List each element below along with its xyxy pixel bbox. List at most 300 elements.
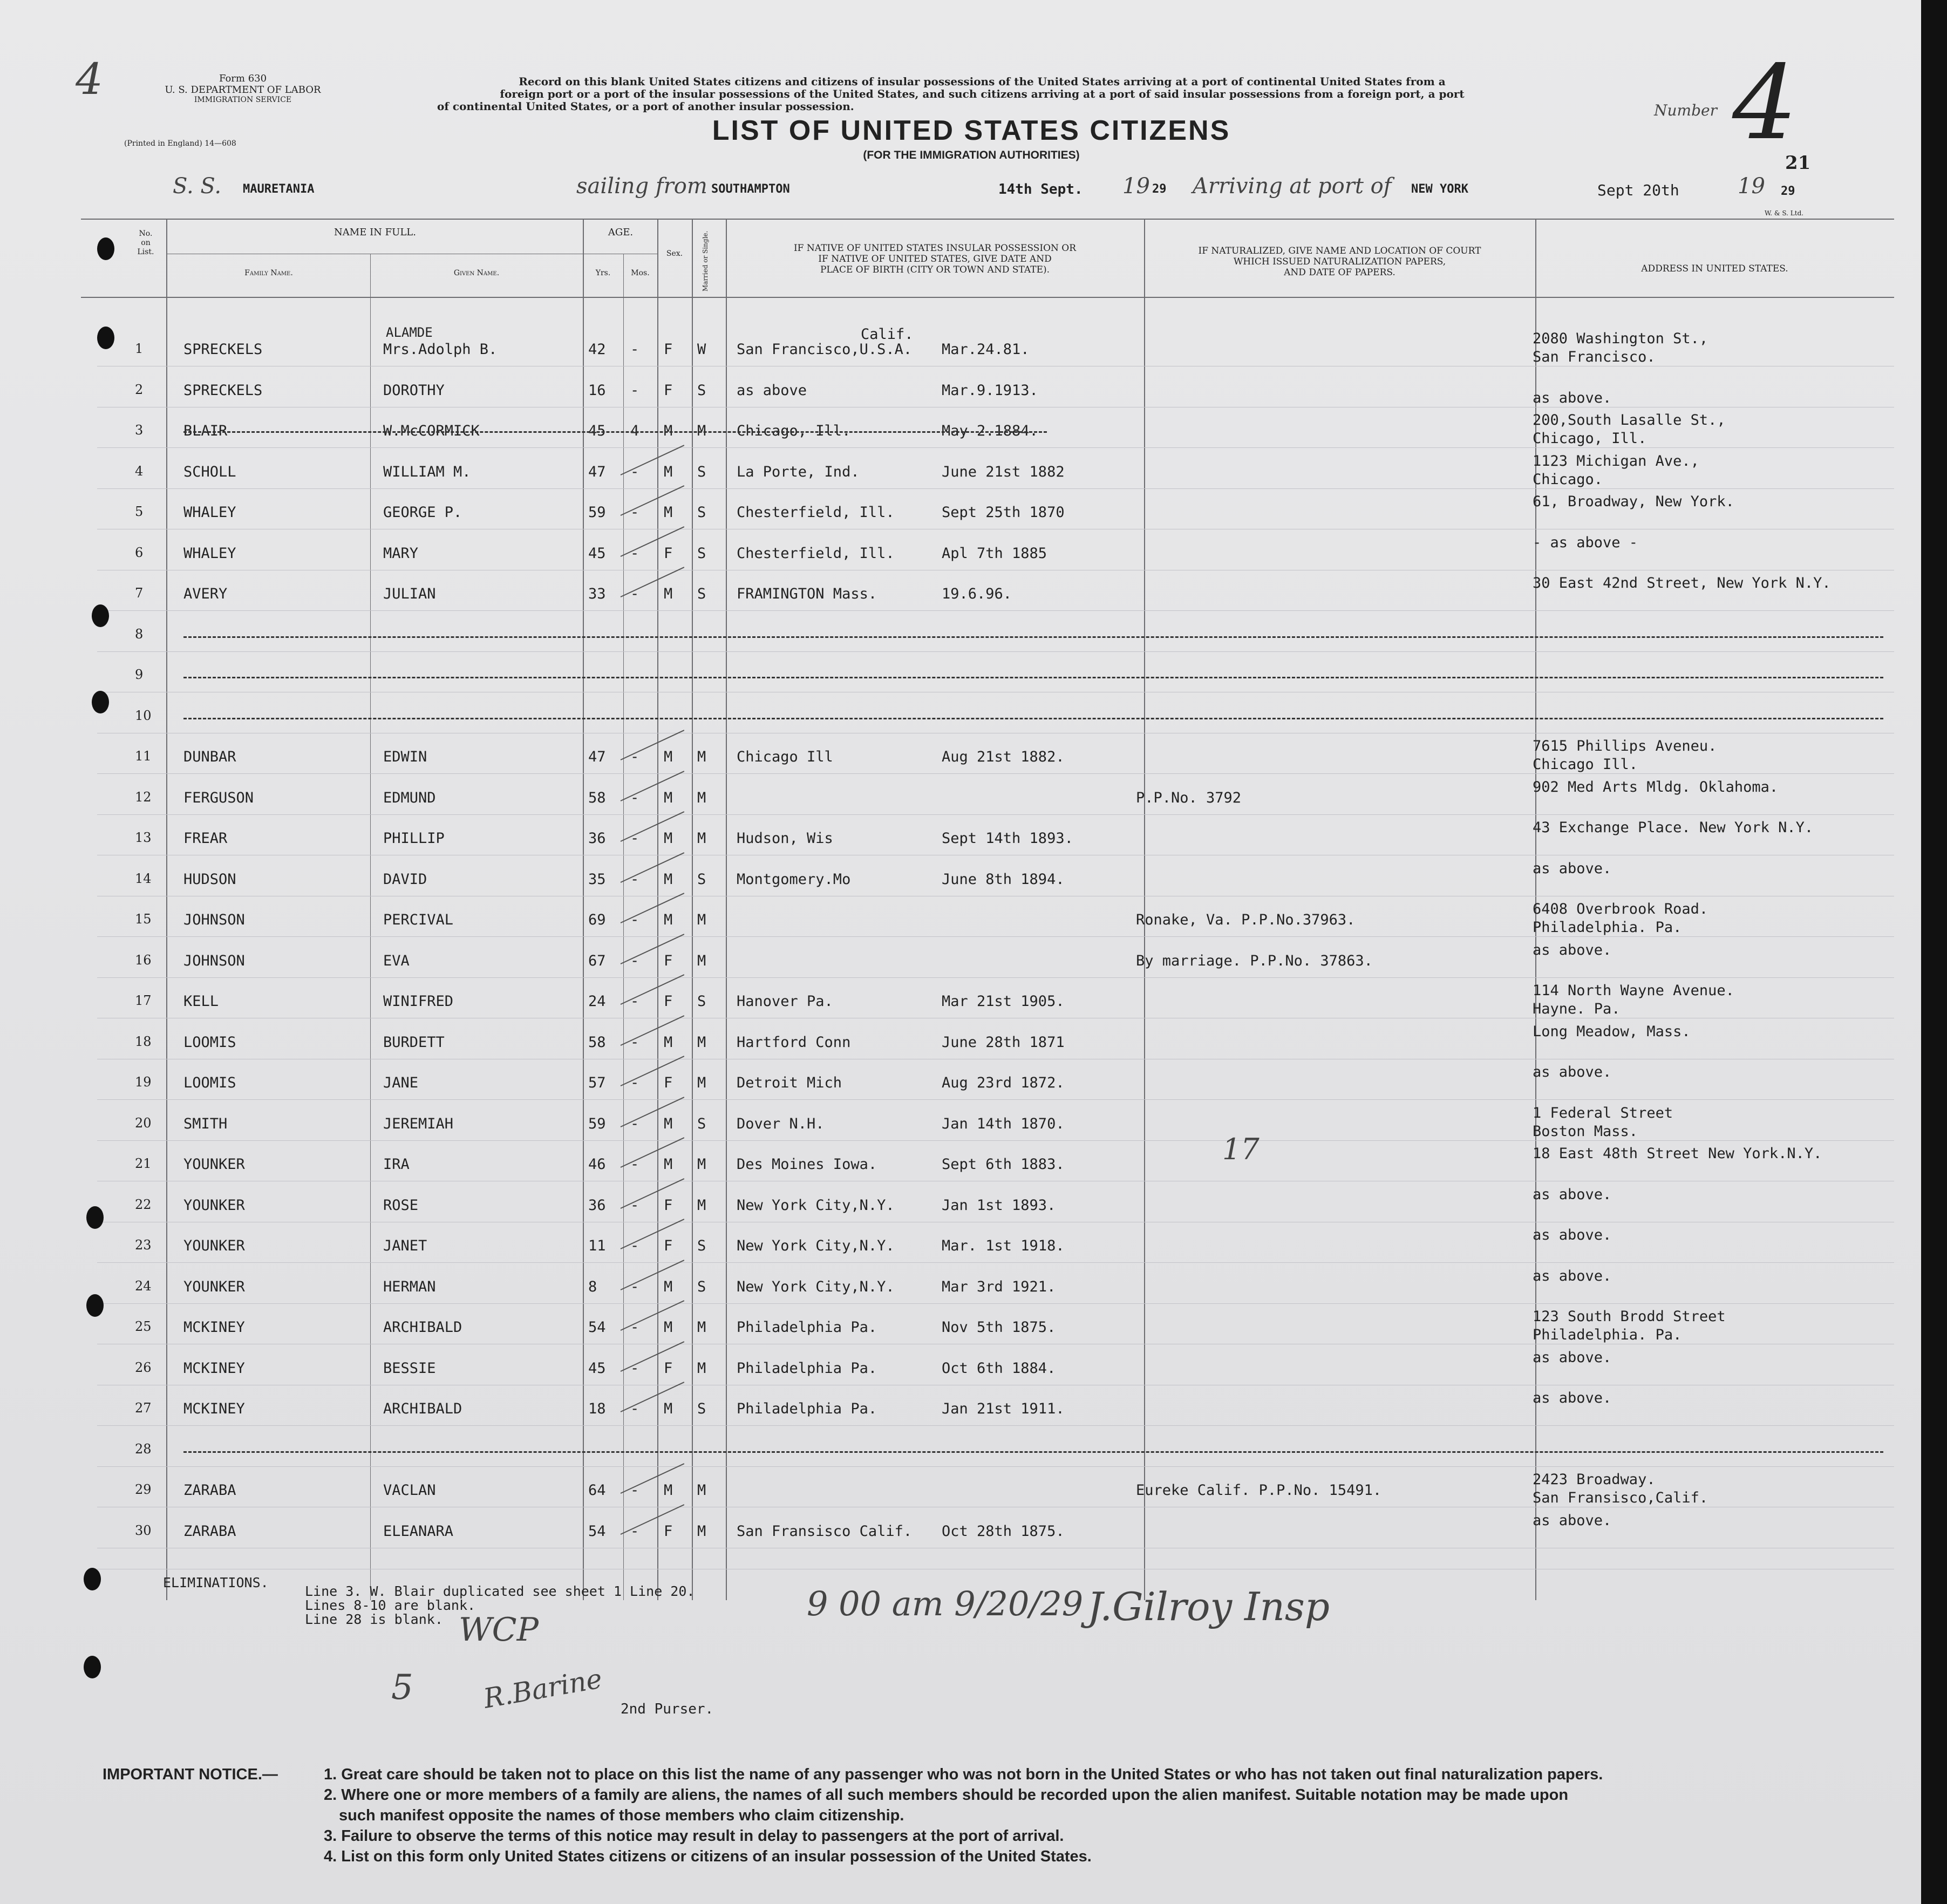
row-number: 5: [135, 504, 144, 519]
table-row: [0, 1064, 1921, 1107]
birth-place: New York City,N.Y.: [737, 1196, 895, 1214]
given-name: JEREMIAH: [383, 1115, 454, 1132]
birth-place: Hudson, Wis: [737, 830, 833, 847]
family-name: YOUNKER: [183, 1237, 245, 1254]
elimination-line: Lines 8-10 are blank.: [305, 1597, 476, 1613]
age-years: 45: [588, 545, 606, 562]
header-native-line: IF NATIVE OF UNITED STATES INSULAR POSSESSION OR: [793, 243, 1077, 254]
address-line-2: Chicago Ill.: [1533, 756, 1638, 773]
birth-place: La Porte, Ind.: [737, 463, 860, 480]
punch-hole: [97, 327, 114, 349]
age-years: 59: [588, 504, 606, 521]
row-number: 1: [135, 341, 144, 356]
age-years: 67: [588, 952, 606, 969]
address-line-2: Boston Mass.: [1533, 1123, 1638, 1140]
age-months: -: [630, 586, 639, 602]
header-family-name: Family Name.: [244, 269, 293, 277]
instruction-line: Record on this blank United States citizens and citizens of insular possessions of the United States arriving at a port of continental United States from a: [519, 75, 1446, 88]
address-line-1: as above.: [1533, 860, 1612, 877]
address-line-1: - as above -: [1533, 534, 1638, 551]
birth-place: Philadelphia Pa.: [737, 1359, 877, 1377]
birth-place: Detroit Mich: [737, 1075, 842, 1091]
age-months: -: [630, 830, 639, 847]
header-address: ADDRESS IN UNITED STATES.: [1641, 263, 1788, 274]
birth-date: Mar 21st 1905.: [942, 993, 1065, 1010]
birth-date: Mar.24.81.: [942, 341, 1030, 358]
birth-date: Nov 5th 1875.: [942, 1319, 1056, 1336]
header-native-line: PLACE OF BIRTH (CITY OR TOWN AND STATE).: [820, 264, 1050, 275]
age-years: 33: [588, 586, 606, 602]
year-to: 29: [1781, 185, 1795, 198]
address-line-2: San Francisco.: [1533, 349, 1656, 365]
birth-date: Aug 21st 1882.: [942, 749, 1065, 765]
sex: M: [664, 1482, 673, 1499]
address-line-2: Philadelphia. Pa.: [1533, 919, 1682, 936]
age-months: -: [630, 952, 639, 969]
table-row: [0, 575, 1921, 618]
family-name: YOUNKER: [183, 1196, 245, 1214]
mark-5: 5: [391, 1668, 413, 1708]
instruction-line: foreign port or a port of the insular possessions of the United States, and such citizens arriving at a port of said insular possessions from a foreign port, a port: [500, 87, 1465, 100]
address-line-2: Hayne. Pa.: [1533, 1001, 1621, 1017]
sex: F: [664, 1359, 673, 1377]
age-months: -: [630, 1033, 639, 1051]
family-name: YOUNKER: [183, 1156, 245, 1173]
birth-place: New York City,N.Y.: [737, 1278, 895, 1295]
given-name: GEORGE P.: [383, 504, 462, 521]
family-name: JOHNSON: [183, 952, 245, 969]
birth-place: Dover N.H.: [737, 1115, 825, 1132]
header-no-line: No.: [139, 229, 153, 238]
birth-place: Chesterfield, Ill.: [737, 545, 895, 562]
address-line-1: as above.: [1533, 1512, 1612, 1529]
elimination-line: Line 3. W. Blair duplicated see sheet 1 Line 20.: [305, 1583, 695, 1599]
address-line-1: 200,South Lasalle St.,: [1533, 412, 1726, 429]
page-subtitle: (FOR THE IMMIGRATION AUTHORITIES): [863, 149, 1080, 161]
notice-item: 3. Failure to observe the terms of this notice may result in delay to passengers at the port of arrival.: [324, 1827, 1064, 1845]
marital-status: M: [697, 1156, 706, 1173]
family-name: MCKINEY: [183, 1400, 245, 1417]
strike-line: [183, 431, 1047, 433]
address-line-1: 43 Exchange Place. New York N.Y.: [1533, 819, 1814, 836]
table-row: [0, 1471, 1921, 1514]
purser-signature: R.Barine: [481, 1663, 605, 1715]
row-number: 3: [135, 423, 144, 438]
row-number: 18: [135, 1033, 152, 1049]
header-no: [127, 229, 165, 257]
age-years: 54: [588, 1319, 606, 1336]
arriving-label: Arriving at port of: [1193, 174, 1392, 199]
table-row: [0, 1308, 1921, 1351]
header-natur-line: IF NATURALIZED, GIVE NAME AND LOCATION OF COURT: [1198, 246, 1481, 256]
sex: M: [664, 463, 673, 480]
age-months: -: [630, 1400, 639, 1417]
header-no-line: List.: [137, 248, 154, 256]
address-line-1: 2423 Broadway.: [1533, 1471, 1656, 1488]
printer-mark: W. & S. Ltd.: [1765, 209, 1804, 217]
given-name: EDMUND: [383, 789, 436, 806]
marital-status: M: [697, 1359, 706, 1377]
number-label: Number: [1654, 101, 1717, 119]
sex: F: [664, 1075, 673, 1091]
given-name: JANE: [383, 1075, 419, 1091]
given-name: DAVID: [383, 871, 427, 888]
birth-date: June 8th 1894.: [942, 871, 1065, 888]
given-name: ROSE: [383, 1196, 419, 1214]
address-line-1: 1123 Michigan Ave.,: [1533, 452, 1699, 470]
sex: F: [664, 993, 673, 1010]
instruction-line: of continental United States, or a port of another insular possession.: [437, 100, 854, 113]
marital-status: M: [697, 423, 706, 439]
table-row: [0, 1349, 1921, 1392]
notice-item: 1. Great care should be taken not to place on this list the name of any passenger who was not born in the United States or who has not taken out final naturalization papers.: [324, 1766, 1603, 1783]
address-line-1: 2080 Washington St.,: [1533, 330, 1708, 347]
age-months: -: [630, 504, 639, 521]
family-name: WHALEY: [183, 504, 236, 521]
marital-status: S: [697, 871, 706, 888]
address-line-1: 123 South Brodd Street: [1533, 1308, 1726, 1325]
age-months: -: [630, 1156, 639, 1173]
family-name: LOOMIS: [183, 1075, 236, 1091]
age-months: -: [630, 912, 639, 928]
birth-place: Chicago Ill: [737, 749, 833, 765]
table-row: [0, 901, 1921, 944]
birth-date: Mar.9.1913.: [942, 382, 1038, 399]
birth-date: Mar. 1st 1918.: [942, 1237, 1065, 1254]
date-to: Sept 20th: [1597, 181, 1679, 199]
sex: F: [664, 1237, 673, 1254]
address-line-2: as above.: [1533, 389, 1612, 406]
age-years: 46: [588, 1156, 606, 1173]
age-years: 16: [588, 382, 606, 399]
given-name: EVA: [383, 952, 410, 969]
family-name: DUNBAR: [183, 749, 236, 765]
age-years: 45: [588, 1359, 606, 1377]
given-name: VACLAN: [383, 1482, 436, 1499]
marital-status: S: [697, 993, 706, 1010]
marital-status: M: [697, 1482, 706, 1499]
given-name-correction: ALAMDE: [386, 325, 433, 340]
header-no-line: on: [141, 239, 151, 247]
age-years: 47: [588, 749, 606, 765]
sex: M: [664, 912, 673, 928]
naturalization: Eureke Calif. P.P.No. 15491.: [1136, 1482, 1382, 1499]
table-row: [0, 1186, 1921, 1229]
given-name: WILLIAM M.: [383, 463, 471, 480]
family-name: FERGUSON: [183, 789, 254, 806]
age-months: -: [630, 789, 639, 806]
marital-status: M: [697, 1522, 706, 1540]
birth-place: New York City,N.Y.: [737, 1237, 895, 1254]
row-number: 25: [135, 1319, 152, 1334]
header-married: Married or Single.: [702, 230, 709, 291]
birth-date: June 28th 1871: [942, 1033, 1065, 1051]
age-years: 35: [588, 871, 606, 888]
birth-date: May 2.1884.: [942, 423, 1038, 439]
age-years: 64: [588, 1482, 606, 1499]
address-line-1: 1 Federal Street: [1533, 1104, 1673, 1121]
marital-status: M: [697, 749, 706, 765]
family-name: MCKINEY: [183, 1319, 245, 1336]
marital-status: W: [697, 341, 706, 358]
row-number: 2: [135, 382, 144, 397]
marital-status: S: [697, 586, 706, 602]
given-name: MARY: [383, 545, 419, 562]
marital-status: M: [697, 789, 706, 806]
row-number: 10: [135, 708, 152, 723]
given-name: PHILLIP: [383, 830, 445, 847]
birth-date: Sept 25th 1870: [942, 504, 1065, 521]
table-row: [0, 738, 1921, 781]
header-age: AGE.: [608, 227, 634, 238]
marital-status: S: [697, 463, 706, 480]
family-name: FREAR: [183, 830, 228, 847]
year-prefix: 19: [1122, 174, 1150, 199]
given-name: ARCHIBALD: [383, 1319, 462, 1336]
sex: M: [664, 871, 673, 888]
birth-place: Hartford Conn: [737, 1033, 851, 1051]
notice-item: such manifest opposite the names of those members who claim citizenship.: [339, 1807, 904, 1824]
age-years: 59: [588, 1115, 606, 1132]
birth-place: San Francisco,U.S.A.: [737, 341, 913, 358]
birth-date: Sept 6th 1883.: [942, 1156, 1065, 1173]
birth-place-correction: Calif.: [861, 326, 914, 343]
age-years: 69: [588, 912, 606, 928]
table-row: [0, 819, 1921, 862]
row-number: 30: [135, 1522, 152, 1538]
address-line-1: 61, Broadway, New York.: [1533, 493, 1734, 510]
address-line-1: 18 East 48th Street New York.N.Y.: [1533, 1145, 1822, 1162]
birth-place: Montgomery.Mo: [737, 871, 851, 888]
table-row: [0, 1441, 1921, 1474]
marital-status: S: [697, 1278, 706, 1295]
family-name: KELL: [183, 993, 219, 1010]
table-row: [0, 982, 1921, 1025]
age-months: -: [630, 463, 639, 480]
row-number: 11: [135, 749, 152, 764]
marital-status: M: [697, 952, 706, 969]
printed-note: (Printed in England) 14—608: [124, 139, 236, 148]
age-months: -: [630, 545, 639, 562]
age-months: -: [630, 1237, 639, 1254]
sex: F: [664, 1522, 673, 1540]
age-years: 47: [588, 463, 606, 480]
age-months: -: [630, 993, 639, 1010]
header-native-line: IF NATIVE OF UNITED STATES, GIVE DATE AND: [818, 254, 1052, 264]
table-row: [0, 860, 1921, 903]
punch-hole: [84, 1656, 101, 1678]
punch-hole: [86, 1294, 104, 1317]
table-row: [0, 627, 1921, 659]
given-name: IRA: [383, 1156, 410, 1173]
ss-label: S. S.: [173, 174, 222, 199]
sex: M: [664, 504, 673, 521]
marital-status: S: [697, 504, 706, 521]
table-row: [0, 452, 1921, 496]
sex: F: [664, 1196, 673, 1214]
blank-line: [183, 677, 1883, 678]
sex: F: [664, 341, 673, 358]
blank-line: [183, 1451, 1883, 1453]
row-number: 16: [135, 952, 152, 968]
address-line-2: Chicago.: [1533, 471, 1603, 488]
punch-hole: [86, 1206, 104, 1229]
form-number: Form 630: [219, 73, 267, 84]
table-row: [0, 941, 1921, 985]
birth-place: Chesterfield, Ill.: [737, 504, 895, 521]
marital-status: M: [697, 1075, 706, 1091]
row-number: 17: [135, 993, 152, 1008]
address-line-1: as above.: [1533, 1186, 1612, 1203]
birth-date: Apl 7th 1885: [942, 545, 1047, 562]
age-years: 58: [588, 1033, 606, 1051]
marital-status: M: [697, 1033, 706, 1051]
header-mos: Mos.: [631, 269, 650, 277]
annotation-17: 17: [1222, 1132, 1260, 1166]
age-years: 54: [588, 1522, 606, 1540]
sex: M: [664, 1156, 673, 1173]
given-name: ARCHIBALD: [383, 1400, 462, 1417]
form-id-block: [135, 73, 351, 104]
notice-label: IMPORTANT NOTICE.—: [103, 1766, 278, 1783]
initials: WCP: [459, 1611, 539, 1649]
address-line-1: as above.: [1533, 1064, 1612, 1080]
given-name: Mrs.Adolph B.: [383, 341, 498, 358]
age-months: -: [630, 1359, 639, 1377]
sex: M: [664, 423, 673, 439]
stamp-time: 9 00 am 9/20/29: [807, 1584, 1084, 1623]
table-row: [0, 325, 1921, 373]
sex: M: [664, 1319, 673, 1336]
address-line-2: Chicago, Ill.: [1533, 430, 1647, 447]
blank-line: [183, 718, 1883, 719]
sex: F: [664, 382, 673, 399]
marital-status: S: [697, 1400, 706, 1417]
corner-mark: 4: [76, 54, 103, 104]
given-name: DOROTHY: [383, 382, 445, 399]
marital-status: M: [697, 1319, 706, 1336]
given-name: BESSIE: [383, 1359, 436, 1377]
age-months: -: [630, 871, 639, 888]
header-sex: Sex.: [666, 249, 683, 258]
marital-status: S: [697, 382, 706, 399]
row-number: 29: [135, 1482, 152, 1497]
age-months: 4: [630, 423, 639, 439]
marital-status: S: [697, 1115, 706, 1132]
address-line-1: as above.: [1533, 1227, 1612, 1243]
family-name: SPRECKELS: [183, 382, 263, 399]
address-line-1: as above.: [1533, 1267, 1612, 1284]
row-number: 8: [135, 626, 144, 642]
header-given-name: Given Name.: [453, 269, 500, 277]
address-line-1: as above.: [1533, 1349, 1612, 1366]
age-years: 42: [588, 341, 606, 358]
address-line-2: Philadelphia. Pa.: [1533, 1327, 1682, 1343]
header-natur-line: AND DATE OF PAPERS.: [1284, 267, 1395, 278]
header-naturalized: [1144, 246, 1535, 278]
birth-place: Philadelphia Pa.: [737, 1319, 877, 1336]
sex: M: [664, 830, 673, 847]
punch-hole: [84, 1568, 101, 1590]
age-months: -: [630, 1482, 639, 1499]
birth-date: Aug 23rd 1872.: [942, 1075, 1065, 1091]
row-number: 23: [135, 1237, 152, 1253]
naturalization: P.P.No. 3792: [1136, 789, 1242, 806]
birth-date: June 21st 1882: [942, 463, 1065, 480]
birth-date: Oct 6th 1884.: [942, 1359, 1056, 1377]
year-prefix: 19: [1738, 174, 1765, 199]
given-name: WINIFRED: [383, 993, 454, 1010]
sex: M: [664, 1033, 673, 1051]
family-name: ZARABA: [183, 1482, 236, 1499]
sex: F: [664, 952, 673, 969]
naturalization: By marriage. P.P.No. 37863.: [1136, 952, 1373, 969]
date-from: 14th Sept.: [998, 181, 1083, 198]
row-number: 19: [135, 1075, 152, 1090]
age-years: 24: [588, 993, 606, 1010]
birth-place: Chicago, Ill.: [737, 423, 851, 439]
birth-place: Des Moines Iowa.: [737, 1156, 877, 1173]
row-number: 6: [135, 545, 144, 560]
birth-date: 19.6.96.: [942, 586, 1012, 602]
marital-status: M: [697, 830, 706, 847]
row-number: 15: [135, 912, 152, 927]
year-from: 29: [1152, 182, 1167, 196]
age-months: -: [630, 749, 639, 765]
age-years: 8: [588, 1278, 597, 1295]
age-months: -: [630, 1196, 639, 1214]
marital-status: S: [697, 1237, 706, 1254]
table-row: [0, 534, 1921, 577]
given-name: BURDETT: [383, 1033, 445, 1051]
address-line-1: 6408 Overbrook Road.: [1533, 901, 1708, 917]
table-row: [0, 708, 1921, 740]
address-line-1: Long Meadow, Mass.: [1533, 1023, 1691, 1040]
row-number: 12: [135, 789, 152, 805]
given-name: ELEANARA: [383, 1522, 454, 1540]
age-years: 18: [588, 1400, 606, 1417]
age-months: -: [630, 1075, 639, 1091]
row-number: 28: [135, 1441, 152, 1457]
birth-place: Philadelphia Pa.: [737, 1400, 877, 1417]
row-number: 24: [135, 1278, 152, 1294]
purser-title: 2nd Purser.: [621, 1701, 714, 1717]
age-months: -: [630, 1278, 639, 1295]
address-line-1: as above.: [1533, 1390, 1612, 1406]
family-name: BLAIR: [183, 423, 228, 439]
table-row: [0, 1267, 1921, 1311]
table-row: [0, 1390, 1921, 1433]
birth-place: Hanover Pa.: [737, 993, 833, 1010]
given-name: HERMAN: [383, 1278, 436, 1295]
birth-date: Jan 14th 1870.: [942, 1115, 1065, 1132]
punch-hole: [97, 237, 114, 260]
header-natur-line: WHICH ISSUED NATURALIZATION PAPERS,: [1233, 256, 1446, 267]
birth-place: San Fransisco Calif.: [737, 1522, 913, 1540]
inspector-signature: J.Gilroy Insp: [1087, 1584, 1330, 1629]
table-row: [0, 493, 1921, 536]
naturalization: Ronake, Va. P.P.No.37963.: [1136, 912, 1356, 928]
row-number: 9: [135, 667, 144, 682]
family-name: SMITH: [183, 1115, 228, 1132]
table-row: [0, 1512, 1921, 1555]
family-name: MCKINEY: [183, 1359, 245, 1377]
family-name: LOOMIS: [183, 1033, 236, 1051]
birth-date: Mar 3rd 1921.: [942, 1278, 1056, 1295]
table-row: [0, 1023, 1921, 1066]
instruction-block: [432, 76, 1533, 113]
row-number: 4: [135, 463, 144, 479]
